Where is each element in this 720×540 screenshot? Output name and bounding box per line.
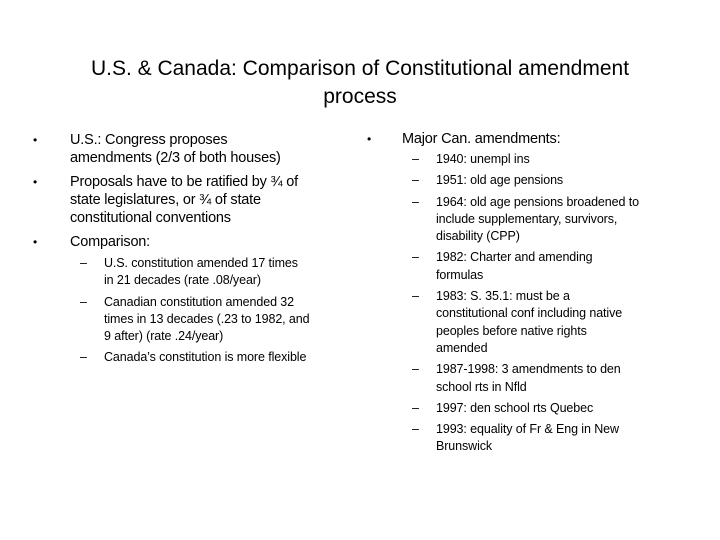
right-heading: Major Can. amendments: — [402, 131, 561, 147]
text-line: 1964: old age pensions broadened to — [436, 194, 639, 209]
text-line: 1951: old age pensions — [436, 173, 564, 188]
slide-title — [40, 55, 680, 111]
sub-item — [412, 151, 707, 168]
bullet-icon: • — [33, 175, 38, 189]
text-line: constitutional conf including native — [436, 306, 623, 321]
dash-icon: – — [412, 194, 419, 209]
text-line: 1940: unempl ins — [436, 152, 530, 166]
text-line: Canada’s constitution is more flexible — [104, 350, 307, 365]
text-line: times in 13 decades (.23 to 1982, and — [104, 311, 310, 326]
sub-item — [412, 421, 707, 456]
sub-item — [412, 172, 707, 189]
text-line: state legislatures, or ¾ of state — [70, 192, 261, 208]
bullet-item — [33, 233, 353, 251]
dash-icon: – — [412, 422, 419, 437]
text-line: Proposals have to be ratified by ¾ of — [70, 174, 298, 190]
sub-item — [412, 361, 707, 396]
text-line: 1982: Charter and amending — [436, 250, 593, 265]
text-line: Comparison: — [70, 234, 150, 250]
dash-icon: – — [412, 152, 419, 166]
sub-list — [412, 151, 707, 456]
dash-icon: – — [412, 250, 419, 265]
dash-icon: – — [412, 400, 419, 415]
dash-icon: – — [80, 294, 87, 309]
text-line: 1997: den school rts Quebec — [436, 400, 594, 415]
text-line: disability (CPP) — [436, 229, 520, 244]
bullet-item — [33, 173, 353, 227]
right-column — [367, 130, 707, 460]
dash-icon: – — [80, 350, 87, 365]
bullet-item — [33, 131, 353, 167]
bullet-icon: • — [33, 133, 38, 147]
bullet-item — [367, 130, 707, 148]
text-line: Brunswick — [436, 439, 493, 454]
text-line: U.S. constitution amended 17 times — [104, 256, 298, 270]
text-line: Canadian constitution amended 32 — [104, 294, 294, 309]
dash-icon: – — [80, 256, 87, 270]
text-line: school rts in Nfld — [436, 379, 527, 394]
bullet-icon: • — [367, 132, 372, 146]
left-column — [33, 131, 353, 371]
sub-item — [80, 349, 353, 366]
text-line: formulas — [436, 267, 484, 282]
sub-item — [412, 400, 707, 417]
dash-icon: – — [412, 289, 419, 304]
sub-list — [80, 255, 353, 367]
text-line: in 21 decades (rate .08/year) — [104, 273, 261, 288]
text-line: 1993: equality of Fr & Eng in New — [436, 422, 619, 437]
sub-item — [80, 255, 353, 290]
title-line: U.S. & Canada: Comparison of Constitutional amendment — [90, 57, 630, 80]
title-line: process — [323, 85, 397, 108]
sub-item — [80, 294, 353, 346]
dash-icon: – — [412, 173, 419, 188]
text-line: 1987-1998: 3 amendments to den — [436, 362, 621, 377]
bullet-icon: • — [33, 235, 38, 249]
sub-item — [412, 288, 707, 357]
text-line: amendments (2/3 of both houses) — [70, 150, 281, 166]
dash-icon: – — [412, 362, 419, 377]
text-line: 1983: S. 35.1: must be a — [436, 289, 570, 304]
text-line: 9 after) (rate .24/year) — [104, 329, 224, 344]
text-line: peoples before native rights — [436, 323, 587, 338]
sub-item — [412, 249, 707, 284]
text-line: include supplementary, survivors, — [436, 211, 618, 226]
text-line: U.S.: Congress proposes — [70, 132, 228, 148]
sub-item — [412, 194, 707, 246]
text-line: amended — [436, 340, 488, 355]
text-line: constitutional conventions — [70, 210, 231, 226]
